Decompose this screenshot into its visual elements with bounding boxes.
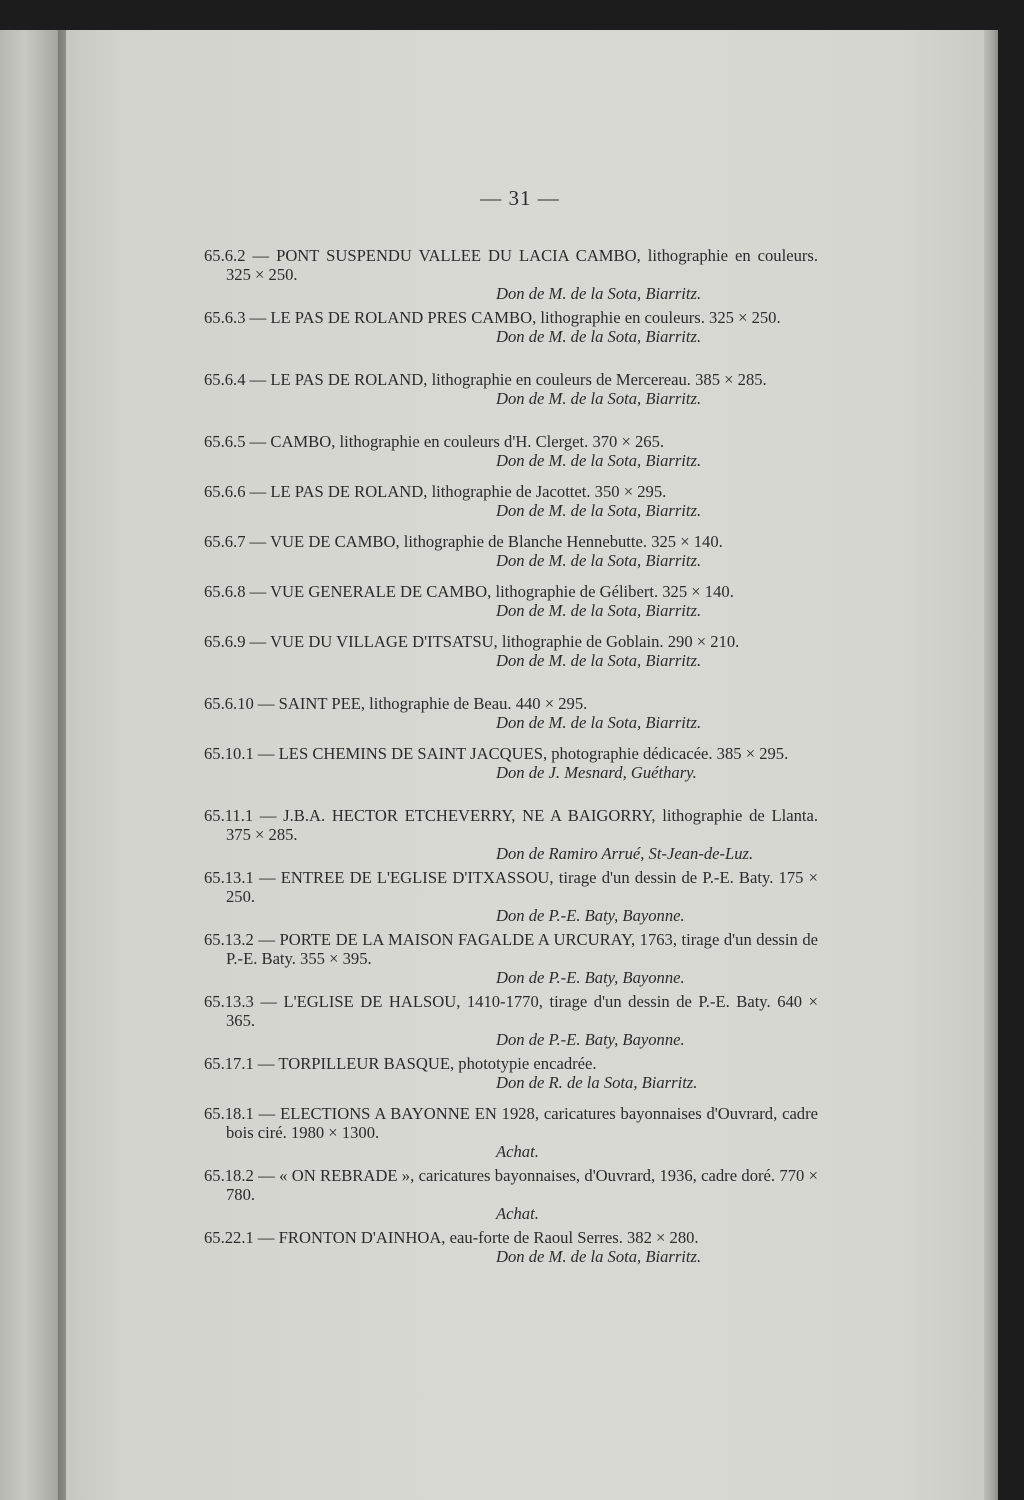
previous-page-edge xyxy=(0,30,62,1500)
entry-description: 65.6.10 — SAINT PEE, lithographie de Beau. 440 × 295. xyxy=(204,694,588,713)
entry-donor: Don de M. de la Sota, Biarritz. xyxy=(496,1247,702,1266)
entry-description: 65.22.1 — FRONTON D'AINHOA, eau-forte de Raoul Serres. 382 × 280. xyxy=(204,1228,699,1247)
entry-donor: Don de M. de la Sota, Biarritz. xyxy=(496,651,702,670)
catalog-entry xyxy=(204,1054,818,1104)
entry-donor: Achat. xyxy=(496,1204,539,1223)
entry-description: 65.18.2 — « ON REBRADE », caricatures bayonnaises, d'Ouvrard, 1936, cadre doré. 770 × 780. xyxy=(204,1166,818,1204)
entry-description: 65.13.1 — ENTREE DE L'EGLISE D'ITXASSOU, tirage d'un dessin de P.-E. Baty. 175 × 250. xyxy=(204,868,818,906)
entry-donor: Achat. xyxy=(496,1142,539,1161)
entry-description: 65.6.8 — VUE GENERALE DE CAMBO, lithographie de Gélibert. 325 × 140. xyxy=(204,582,734,601)
entry-description: 65.6.5 — CAMBO, lithographie en couleurs d'H. Clerget. 370 × 265. xyxy=(204,432,665,451)
entry-donor: Don de M. de la Sota, Biarritz. xyxy=(496,551,702,570)
entry-description: 65.6.7 — VUE DE CAMBO, lithographie de Blanche Hennebutte. 325 × 140. xyxy=(204,532,723,551)
catalog-entry xyxy=(204,632,818,694)
page-number: — 31 — xyxy=(480,186,560,210)
entry-description: 65.6.9 — VUE DU VILLAGE D'ITSATSU, lithographie de Goblain. 290 × 210. xyxy=(204,632,740,651)
catalog-entry xyxy=(204,694,818,744)
catalog-entry xyxy=(204,1104,818,1166)
entry-donor: Don de M. de la Sota, Biarritz. xyxy=(496,327,702,346)
catalog-entry xyxy=(204,1228,818,1278)
catalog-entry xyxy=(204,308,818,370)
catalog-entry xyxy=(204,482,818,532)
entry-description: 65.17.1 — TORPILLEUR BASQUE, phototypie encadrée. xyxy=(204,1054,597,1073)
catalog-entry xyxy=(204,582,818,632)
entry-description: 65.6.4 — LE PAS DE ROLAND, lithographie en couleurs de Mercereau. 385 × 285. xyxy=(204,370,767,389)
entry-description: 65.6.6 — LE PAS DE ROLAND, lithographie de Jacottet. 350 × 295. xyxy=(204,482,667,501)
entry-description: 65.6.3 — LE PAS DE ROLAND PRES CAMBO, lithographie en couleurs. 325 × 250. xyxy=(204,308,781,327)
entry-donor: Don de P.-E. Baty, Bayonne. xyxy=(496,1030,685,1049)
entry-description: 65.11.1 — J.B.A. HECTOR ETCHEVERRY, NE A BAIGORRY, lithographie de Llanta. 375 × 285. xyxy=(204,806,818,844)
entry-donor: Don de M. de la Sota, Biarritz. xyxy=(496,501,702,520)
catalog-entry xyxy=(204,868,818,930)
entry-description: 65.6.2 — PONT SUSPENDU VALLEE DU LACIA CAMBO, lithographie en couleurs. 325 × 250. xyxy=(204,246,818,284)
catalog-entries xyxy=(204,246,818,1278)
catalog-entry xyxy=(204,744,818,806)
catalog-entry xyxy=(204,246,818,308)
entry-donor: Don de M. de la Sota, Biarritz. xyxy=(496,713,702,732)
catalog-entry xyxy=(204,532,818,582)
entry-donor: Don de Ramiro Arrué, St-Jean-de-Luz. xyxy=(496,844,754,863)
entry-donor: Don de M. de la Sota, Biarritz. xyxy=(496,389,702,408)
catalog-entry xyxy=(204,930,818,992)
catalog-entry xyxy=(204,370,818,432)
entry-donor: Don de M. de la Sota, Biarritz. xyxy=(496,284,702,303)
catalog-entry xyxy=(204,1166,818,1228)
catalog-entry xyxy=(204,432,818,482)
entry-description: 65.10.1 — LES CHEMINS DE SAINT JACQUES, photographie dédicacée. 385 × 295. xyxy=(204,744,789,763)
entry-donor: Don de R. de la Sota, Biarritz. xyxy=(496,1073,698,1092)
entry-donor: Don de M. de la Sota, Biarritz. xyxy=(496,451,702,470)
entry-donor: Don de J. Mesnard, Guéthary. xyxy=(496,763,697,782)
entry-description: 65.13.2 — PORTE DE LA MAISON FAGALDE A URCURAY, 1763, tirage d'un dessin de P.-E. Baty. 355 × 395. xyxy=(204,930,818,968)
catalog-entry xyxy=(204,806,818,868)
entry-donor: Don de P.-E. Baty, Bayonne. xyxy=(496,968,685,987)
catalog-entry xyxy=(204,992,818,1054)
page-stack-edge xyxy=(984,30,998,1500)
entry-donor: Don de M. de la Sota, Biarritz. xyxy=(496,601,702,620)
entry-description: 65.13.3 — L'EGLISE DE HALSOU, 1410-1770, tirage d'un dessin de P.-E. Baty. 640 × 365. xyxy=(204,992,818,1030)
entry-description: 65.18.1 — ELECTIONS A BAYONNE EN 1928, caricatures bayonnaises d'Ouvrard, cadre bois ciré. 1980 × 1300. xyxy=(204,1104,818,1142)
entry-donor: Don de P.-E. Baty, Bayonne. xyxy=(496,906,685,925)
